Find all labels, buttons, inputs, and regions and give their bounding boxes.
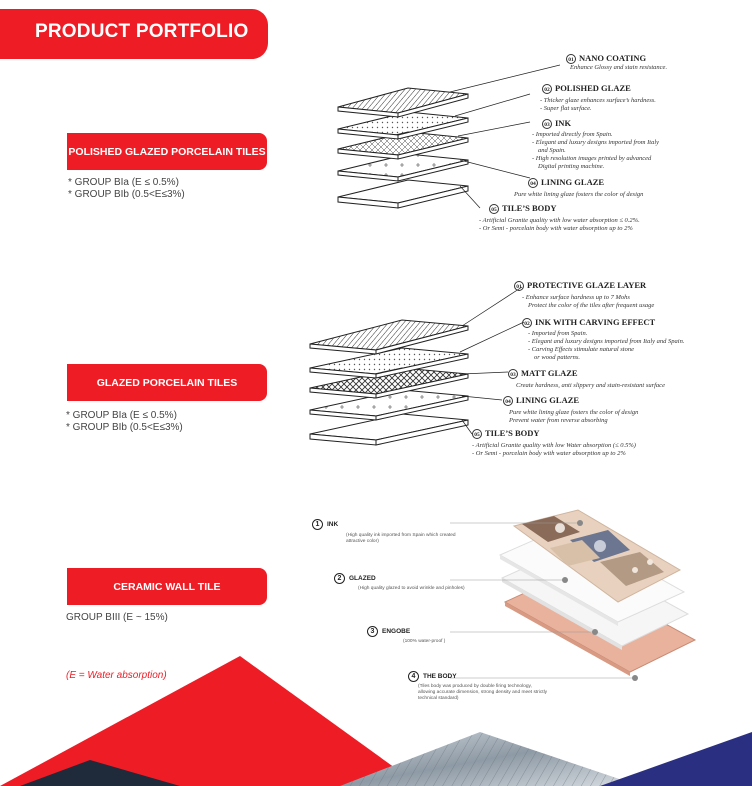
page-title: PRODUCT PORTFOLIO [35,21,249,42]
group-item: * GROUP BIa (E ≤ 0.5%) [68,177,179,188]
layer-nano [338,88,468,117]
navy-triangle-shape [600,732,752,786]
group-item: * GROUP BIb (0.5<E≤3%) [66,422,183,433]
layer-body [310,414,468,445]
section-groups [68,177,185,201]
layer-label: 03 MATT GLAZE Create hardness, anti slippery and stain-resistant surface [508,368,665,390]
ceramic-layer-label: 4 THE BODY (Tiles body was produced by double firing technology, allowing accurate dimension, strong density and meet strictly technical standard) [408,671,547,702]
layer-label: 04 LINING GLAZE Pure white lining glaze fosters the color of design [514,177,644,199]
layer-label: 05 TILE’S BODY - Artificial Granite quality with low Water absorption (≤ 0.5%) - Or Semi - porcelain body with water absorption up to 2% [472,428,636,458]
layer-label: 02 POLISHED GLAZE - Thicker glaze enhances surface’s hardness. - Super flat surface. [540,83,656,113]
layer-body [338,180,468,208]
layer-label: 02 INK WITH CARVING EFFECT - Imported from Spain. - Elegant and luxury designs imported from Italy and Spain. - Carving Effects stimulate natural stone or wood patterns. [522,317,684,362]
ceramic-layer-label: 1 INK (High quality ink imported from Spain which created attractive color) [312,519,456,545]
layer-label: 03 INK - Imported directly from Spain. - Elegant and luxury designs imported from Italy and Spain. - High resolution images printed by advanced Digital printing machine. [532,118,660,171]
layer-label: 05 TILE’S BODY - Artificial Granite quality with low water absorption ≤ 0.2%. - Or Semi - porcelain body with water absorption up to 2% [479,203,640,233]
page-header [0,9,268,59]
group-item: * GROUP BIb (0.5<E≤3%) [68,189,185,200]
layer-label: 04 LINING GLAZE Pure white lining glaze fosters the color of design Prevent water from reverse absorbing [503,395,638,425]
group-item: * GROUP BIa (E ≤ 0.5%) [66,410,177,421]
ceramic-layer-label: 2 GLAZED (High quality glazed to avoid wrinkle and pinholes) [334,573,465,592]
section-groups [66,612,168,624]
section-groups [66,410,183,434]
water-absorption-note: (E = Water absorption) [66,670,167,681]
layer-label: 01 NANO COATING Enhance Glossy and stain resistance. [566,53,667,72]
group-item: GROUP BIII (E ~ 15%) [66,612,168,623]
section-tab-ceramic-wall: CERAMIC WALL TILE [67,568,267,605]
red-triangle-shape [0,656,420,786]
section-tab-glazed-porcelain: GLAZED PORCELAIN TILES [67,364,267,401]
ceramic-layer-label: 3 ENGOBE (100% water-proof ) [367,626,445,645]
layer-label: 01 PROTECTIVE GLAZE LAYER - Enhance surface hardness up to 7 Mohs Protect the color of the tiles after frequent usage [514,280,654,310]
layer-protective [310,320,468,354]
footer-decoration [0,640,752,786]
section-tab-polished-glazed: POLISHED GLAZED PORCELAIN TILES [67,133,267,170]
